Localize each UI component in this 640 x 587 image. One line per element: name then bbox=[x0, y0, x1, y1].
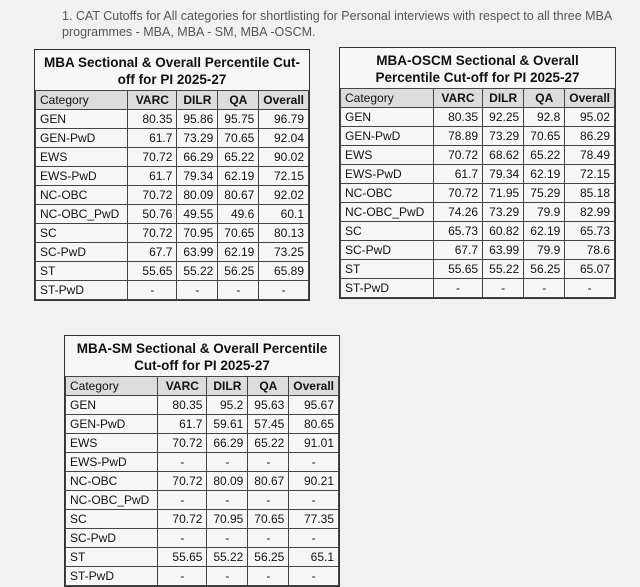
mba-oscm-cutoff-panel bbox=[339, 47, 616, 299]
column-header-qa: QA bbox=[524, 89, 565, 108]
category-cell: ST-PwD bbox=[341, 279, 434, 298]
value-cell: 65.22 bbox=[248, 434, 289, 453]
value-cell: 61.7 bbox=[128, 129, 177, 148]
value-cell: 92.02 bbox=[259, 186, 309, 205]
value-cell: 70.72 bbox=[158, 472, 207, 491]
value-cell: - bbox=[177, 281, 218, 300]
table-row bbox=[66, 396, 339, 415]
value-cell: - bbox=[248, 453, 289, 472]
value-cell: - bbox=[207, 567, 248, 586]
table-row bbox=[341, 203, 615, 222]
value-cell: - bbox=[289, 529, 339, 548]
value-cell: 65.22 bbox=[524, 146, 565, 165]
value-cell: - bbox=[289, 453, 339, 472]
category-cell: SC bbox=[341, 222, 434, 241]
table-row bbox=[36, 205, 309, 224]
table-row bbox=[66, 415, 339, 434]
value-cell: 63.99 bbox=[483, 241, 524, 260]
category-cell: ST bbox=[36, 262, 128, 281]
value-cell: 90.21 bbox=[289, 472, 339, 491]
value-cell: 62.19 bbox=[218, 243, 259, 262]
table-row bbox=[36, 186, 309, 205]
value-cell: 65.1 bbox=[289, 548, 339, 567]
table-row bbox=[66, 548, 339, 567]
value-cell: 70.72 bbox=[433, 146, 482, 165]
value-cell: - bbox=[158, 453, 207, 472]
category-cell: NC-OBC_PwD bbox=[66, 491, 158, 510]
value-cell: - bbox=[207, 529, 248, 548]
mba-cutoff-table bbox=[35, 90, 309, 300]
category-cell: NC-OBC bbox=[66, 472, 158, 491]
value-cell: 70.72 bbox=[128, 186, 177, 205]
column-header-varc: VARC bbox=[158, 377, 207, 396]
value-cell: 60.1 bbox=[259, 205, 309, 224]
table-row bbox=[341, 108, 615, 127]
value-cell: - bbox=[524, 279, 565, 298]
value-cell: 75.29 bbox=[524, 184, 565, 203]
value-cell: 80.13 bbox=[259, 224, 309, 243]
value-cell: 61.7 bbox=[128, 167, 177, 186]
table-row bbox=[66, 510, 339, 529]
table-row bbox=[36, 243, 309, 262]
mba-sm-cutoff-panel bbox=[64, 335, 340, 587]
column-header-category: Category bbox=[36, 91, 128, 110]
value-cell: 80.67 bbox=[248, 472, 289, 491]
table-row bbox=[66, 491, 339, 510]
mba-sm-cutoff-table bbox=[65, 376, 339, 586]
value-cell: 50.76 bbox=[128, 205, 177, 224]
column-header-category: Category bbox=[341, 89, 434, 108]
value-cell: 70.72 bbox=[158, 510, 207, 529]
table-row bbox=[341, 279, 615, 298]
value-cell: - bbox=[565, 279, 615, 298]
value-cell: - bbox=[289, 491, 339, 510]
value-cell: 63.99 bbox=[177, 243, 218, 262]
table-row bbox=[36, 148, 309, 167]
table-row bbox=[341, 146, 615, 165]
value-cell: 73.29 bbox=[483, 203, 524, 222]
value-cell: 67.7 bbox=[128, 243, 177, 262]
table-row bbox=[36, 281, 309, 300]
value-cell: 95.86 bbox=[177, 110, 218, 129]
value-cell: 70.72 bbox=[128, 148, 177, 167]
value-cell: 95.67 bbox=[289, 396, 339, 415]
category-cell: ST-PwD bbox=[66, 567, 158, 586]
table-row bbox=[66, 567, 339, 586]
value-cell: 82.99 bbox=[565, 203, 615, 222]
column-header-overall: Overall bbox=[289, 377, 339, 396]
value-cell: 80.09 bbox=[177, 186, 218, 205]
value-cell: - bbox=[207, 491, 248, 510]
value-cell: - bbox=[248, 567, 289, 586]
value-cell: 70.65 bbox=[218, 224, 259, 243]
category-cell: EWS bbox=[66, 434, 158, 453]
value-cell: 70.95 bbox=[177, 224, 218, 243]
value-cell: 72.15 bbox=[565, 165, 615, 184]
mba-sm-panel-title: MBA-SM Sectional & Overall Percentile Cut-off for PI 2025-27 bbox=[76, 341, 328, 373]
value-cell: 65.07 bbox=[565, 260, 615, 279]
value-cell: 80.35 bbox=[158, 396, 207, 415]
value-cell: 96.79 bbox=[259, 110, 309, 129]
table-row bbox=[36, 262, 309, 281]
value-cell: 92.8 bbox=[524, 108, 565, 127]
table-row bbox=[66, 472, 339, 491]
column-header-overall: Overall bbox=[259, 91, 309, 110]
column-header-dilr: DILR bbox=[207, 377, 248, 396]
value-cell: 61.7 bbox=[433, 165, 482, 184]
value-cell: 65.22 bbox=[218, 148, 259, 167]
value-cell: 55.65 bbox=[128, 262, 177, 281]
mba-oscm-panel-title: MBA-OSCM Sectional & Overall Percentile Cut-off for PI 2025-27 bbox=[375, 53, 580, 85]
value-cell: 56.25 bbox=[218, 262, 259, 281]
column-header-varc: VARC bbox=[128, 91, 177, 110]
value-cell: 92.25 bbox=[483, 108, 524, 127]
mba-oscm-cutoff-table bbox=[340, 88, 615, 298]
value-cell: - bbox=[158, 567, 207, 586]
column-header-varc: VARC bbox=[433, 89, 482, 108]
category-cell: GEN-PwD bbox=[36, 129, 128, 148]
value-cell: 49.55 bbox=[177, 205, 218, 224]
column-header-overall: Overall bbox=[565, 89, 615, 108]
value-cell: 62.19 bbox=[524, 165, 565, 184]
table-row bbox=[341, 184, 615, 203]
value-cell: 80.67 bbox=[218, 186, 259, 205]
value-cell: - bbox=[158, 491, 207, 510]
value-cell: 62.19 bbox=[218, 167, 259, 186]
value-cell: 85.18 bbox=[565, 184, 615, 203]
value-cell: 78.6 bbox=[565, 241, 615, 260]
value-cell: - bbox=[218, 281, 259, 300]
category-cell: ST bbox=[341, 260, 434, 279]
value-cell: 56.25 bbox=[524, 260, 565, 279]
column-header-dilr: DILR bbox=[483, 89, 524, 108]
value-cell: 56.25 bbox=[248, 548, 289, 567]
table-row bbox=[36, 110, 309, 129]
category-cell: SC bbox=[66, 510, 158, 529]
table-row bbox=[66, 434, 339, 453]
table-row bbox=[36, 167, 309, 186]
table-row bbox=[341, 260, 615, 279]
value-cell: 95.2 bbox=[207, 396, 248, 415]
value-cell: 65.73 bbox=[565, 222, 615, 241]
table-row bbox=[66, 529, 339, 548]
table-row bbox=[341, 222, 615, 241]
value-cell: 78.89 bbox=[433, 127, 482, 146]
value-cell: 80.35 bbox=[433, 108, 482, 127]
value-cell: 86.29 bbox=[565, 127, 615, 146]
value-cell: 79.9 bbox=[524, 241, 565, 260]
value-cell: 71.95 bbox=[483, 184, 524, 203]
value-cell: 73.25 bbox=[259, 243, 309, 262]
value-cell: 55.65 bbox=[433, 260, 482, 279]
value-cell: 70.95 bbox=[207, 510, 248, 529]
value-cell: - bbox=[259, 281, 309, 300]
value-cell: 65.89 bbox=[259, 262, 309, 281]
header-row bbox=[341, 89, 615, 108]
column-header-qa: QA bbox=[248, 377, 289, 396]
value-cell: 60.82 bbox=[483, 222, 524, 241]
value-cell: 91.01 bbox=[289, 434, 339, 453]
category-cell: ST-PwD bbox=[36, 281, 128, 300]
value-cell: 70.65 bbox=[248, 510, 289, 529]
value-cell: 78.49 bbox=[565, 146, 615, 165]
value-cell: 49.6 bbox=[218, 205, 259, 224]
value-cell: - bbox=[128, 281, 177, 300]
category-cell: SC-PwD bbox=[36, 243, 128, 262]
value-cell: 79.9 bbox=[524, 203, 565, 222]
value-cell: 67.7 bbox=[433, 241, 482, 260]
category-cell: NC-OBC bbox=[36, 186, 128, 205]
header-row bbox=[66, 377, 339, 396]
value-cell: 66.29 bbox=[177, 148, 218, 167]
column-header-category: Category bbox=[66, 377, 158, 396]
value-cell: 80.09 bbox=[207, 472, 248, 491]
mba-cutoff-panel bbox=[34, 49, 310, 301]
value-cell: 65.73 bbox=[433, 222, 482, 241]
value-cell: 73.29 bbox=[177, 129, 218, 148]
category-cell: SC-PwD bbox=[341, 241, 434, 260]
value-cell: 95.75 bbox=[218, 110, 259, 129]
category-cell: GEN bbox=[36, 110, 128, 129]
category-cell: GEN-PwD bbox=[341, 127, 434, 146]
category-cell: EWS bbox=[341, 146, 434, 165]
category-cell: EWS-PwD bbox=[341, 165, 434, 184]
value-cell: 70.72 bbox=[158, 434, 207, 453]
value-cell: 77.35 bbox=[289, 510, 339, 529]
value-cell: 80.35 bbox=[128, 110, 177, 129]
value-cell: 92.04 bbox=[259, 129, 309, 148]
value-cell: 55.22 bbox=[207, 548, 248, 567]
value-cell: 55.22 bbox=[483, 260, 524, 279]
value-cell: - bbox=[207, 453, 248, 472]
value-cell: 73.29 bbox=[483, 127, 524, 146]
value-cell: - bbox=[248, 491, 289, 510]
table-row bbox=[341, 127, 615, 146]
intro-text: 1. CAT Cutoffs for All categories for shortlisting for Personal interviews with respect to all three MBA programmes - MBA, MBA - SM, MBA -OSCM. bbox=[62, 9, 612, 39]
header-row bbox=[36, 91, 309, 110]
column-header-qa: QA bbox=[218, 91, 259, 110]
category-cell: GEN bbox=[66, 396, 158, 415]
value-cell: - bbox=[289, 567, 339, 586]
value-cell: 61.7 bbox=[158, 415, 207, 434]
value-cell: 66.29 bbox=[207, 434, 248, 453]
value-cell: 80.65 bbox=[289, 415, 339, 434]
value-cell: 59.61 bbox=[207, 415, 248, 434]
table-row bbox=[66, 453, 339, 472]
category-cell: GEN-PwD bbox=[66, 415, 158, 434]
column-header-dilr: DILR bbox=[177, 91, 218, 110]
category-cell: SC-PwD bbox=[66, 529, 158, 548]
table-row bbox=[341, 241, 615, 260]
value-cell: - bbox=[483, 279, 524, 298]
mba-panel-title: MBA Sectional & Overall Percentile Cut-off for PI 2025-27 bbox=[43, 55, 301, 87]
value-cell: 95.63 bbox=[248, 396, 289, 415]
category-cell: EWS-PwD bbox=[36, 167, 128, 186]
value-cell: 57.45 bbox=[248, 415, 289, 434]
value-cell: 74.26 bbox=[433, 203, 482, 222]
category-cell: SC bbox=[36, 224, 128, 243]
value-cell: 62.19 bbox=[524, 222, 565, 241]
category-cell: NC-OBC_PwD bbox=[36, 205, 128, 224]
value-cell: 95.02 bbox=[565, 108, 615, 127]
value-cell: - bbox=[433, 279, 482, 298]
value-cell: 70.65 bbox=[218, 129, 259, 148]
value-cell: 70.65 bbox=[524, 127, 565, 146]
table-row bbox=[36, 224, 309, 243]
value-cell: 79.34 bbox=[177, 167, 218, 186]
category-cell: EWS-PwD bbox=[66, 453, 158, 472]
category-cell: EWS bbox=[36, 148, 128, 167]
category-cell: NC-OBC bbox=[341, 184, 434, 203]
value-cell: 55.65 bbox=[158, 548, 207, 567]
category-cell: ST bbox=[66, 548, 158, 567]
category-cell: GEN bbox=[341, 108, 434, 127]
value-cell: 90.02 bbox=[259, 148, 309, 167]
value-cell: 72.15 bbox=[259, 167, 309, 186]
value-cell: 70.72 bbox=[128, 224, 177, 243]
value-cell: 70.72 bbox=[433, 184, 482, 203]
value-cell: - bbox=[158, 529, 207, 548]
value-cell: 68.62 bbox=[483, 146, 524, 165]
value-cell: - bbox=[248, 529, 289, 548]
value-cell: 55.22 bbox=[177, 262, 218, 281]
value-cell: 79.34 bbox=[483, 165, 524, 184]
table-row bbox=[341, 165, 615, 184]
table-row bbox=[36, 129, 309, 148]
category-cell: NC-OBC_PwD bbox=[341, 203, 434, 222]
